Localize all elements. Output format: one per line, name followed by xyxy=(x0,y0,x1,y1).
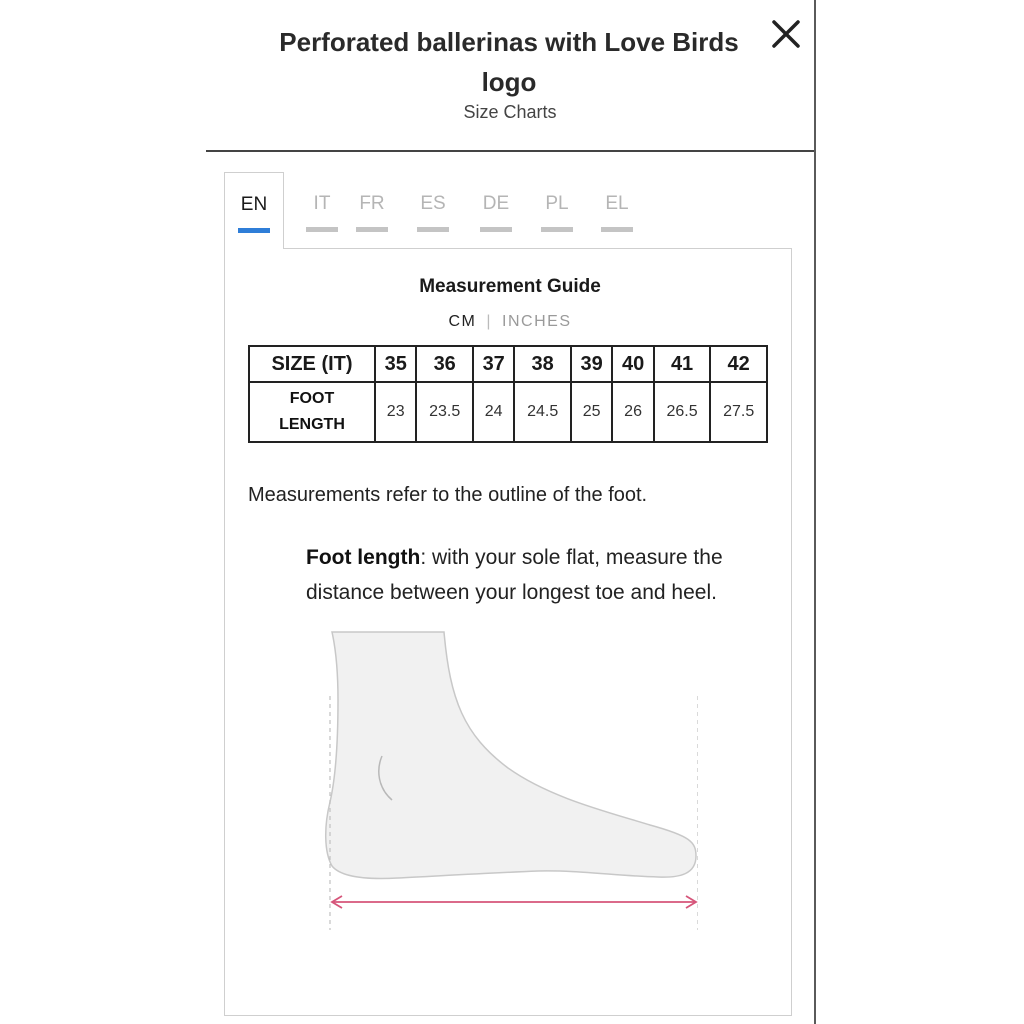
row-label-line1: FOOT xyxy=(289,390,335,407)
tab-label: ES xyxy=(420,193,446,214)
unit-separator: | xyxy=(486,313,493,330)
foot-length-instruction xyxy=(306,540,776,610)
tab-underline xyxy=(601,227,633,232)
close-icon xyxy=(768,16,804,52)
size-table xyxy=(248,345,768,443)
foot-length-cell: 26 xyxy=(612,382,653,442)
unit-switcher xyxy=(206,313,814,331)
tab-label: IT xyxy=(313,193,331,214)
foot-length-cell: 25 xyxy=(571,382,612,442)
tab-label: EL xyxy=(605,193,629,214)
measurement-guide-title: Measurement Guide xyxy=(419,276,601,297)
table-row xyxy=(249,382,767,442)
tab-pl[interactable] xyxy=(531,172,583,248)
tab-underline xyxy=(417,227,449,232)
size-cell: 42 xyxy=(710,346,767,382)
foot-length-cell: 27.5 xyxy=(710,382,767,442)
modal-subtitle: Size Charts xyxy=(463,102,557,122)
instruction-label: Foot length xyxy=(306,546,421,569)
unit-inches-option[interactable]: INCHES xyxy=(502,313,572,330)
size-cell: 37 xyxy=(473,346,514,382)
foot-length-cell: 24.5 xyxy=(514,382,571,442)
product-title: Perforated ballerinas with Love Birds logo xyxy=(279,27,739,97)
tab-label: EN xyxy=(240,194,268,215)
foot-outline xyxy=(326,632,696,879)
tab-underline xyxy=(238,228,270,233)
tab-underline xyxy=(480,227,512,232)
foot-length-cell: 23.5 xyxy=(416,382,473,442)
close-button[interactable] xyxy=(768,16,804,52)
tab-fr[interactable] xyxy=(346,172,398,248)
size-cell: 35 xyxy=(375,346,416,382)
instruction-text: : with your sole flat, measure the distance between your longest toe and heel. xyxy=(306,546,723,604)
size-chart-modal xyxy=(206,0,816,1024)
modal-header xyxy=(206,0,814,152)
size-cell: 36 xyxy=(416,346,473,382)
tab-it[interactable] xyxy=(296,172,348,248)
measurement-note: Measurements refer to the outline of the foot. xyxy=(248,484,648,506)
tab-underline xyxy=(541,227,573,232)
tab-label: DE xyxy=(482,193,510,214)
row-label-line2: LENGTH xyxy=(279,416,345,433)
tab-de[interactable] xyxy=(470,172,522,248)
size-cell: 41 xyxy=(654,346,711,382)
foot-length-cell: 24 xyxy=(473,382,514,442)
foot-length-header-cell xyxy=(249,382,375,442)
tab-en[interactable] xyxy=(224,172,284,249)
tab-label: FR xyxy=(359,193,385,214)
size-header-cell: SIZE (IT) xyxy=(249,346,375,382)
foot-length-cell: 23 xyxy=(375,382,416,442)
tab-es[interactable] xyxy=(407,172,459,248)
language-tabs xyxy=(224,172,794,252)
tab-el[interactable] xyxy=(591,172,643,248)
tab-underline xyxy=(306,227,338,232)
table-header-row xyxy=(249,346,767,382)
foot-measurement-illustration xyxy=(318,630,698,940)
unit-cm-option[interactable]: CM xyxy=(448,313,477,330)
tab-label: PL xyxy=(545,193,569,214)
measure-arrow xyxy=(332,896,696,908)
size-cell: 39 xyxy=(571,346,612,382)
tab-underline xyxy=(356,227,388,232)
foot-length-cell: 26.5 xyxy=(654,382,711,442)
size-cell: 40 xyxy=(612,346,653,382)
size-cell: 38 xyxy=(514,346,571,382)
